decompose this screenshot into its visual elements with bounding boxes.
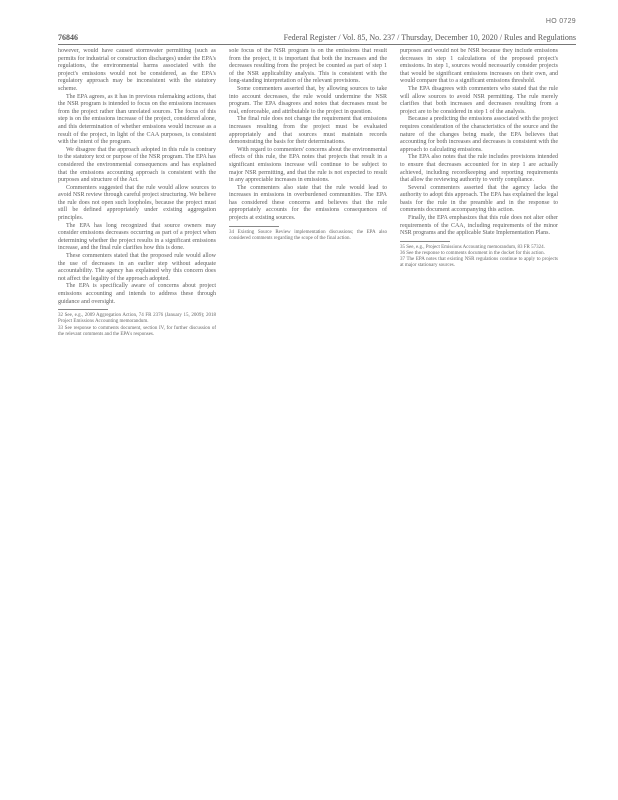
header-rule — [58, 44, 576, 45]
footnote: 33 See response to comments document, section IV, for further discussion of the relevant comments and the EPA's responses. — [58, 325, 216, 337]
paragraph: purposes and would not be NSR because they include emissions decreases in step 1 calculations of the proposed project's emissions. In step 1, sources would necessarily consider projects that would be significant emissions increases on their own, and would compare that to a significant emissions threshold. — [400, 48, 558, 85]
paragraph: Finally, the EPA emphasizes that this rule does not alter other requirements of the CAA, including requirements of the minor NSR programs and the applicable State Implementation Plans. — [400, 215, 558, 237]
paragraph: The EPA has long recognized that source owners may consider emissions decreases occurring as part of a project when determining whether the project results in a significant emissions increase, and the final rule clarifies how this is done. — [58, 222, 216, 252]
paragraph: The EPA agrees, as it has in previous rulemaking actions, that the NSR program is intended to focus on the emissions increases from the project rather than unrelated sources. The focus of this step is on the emissions increase of the project, considered alone, and this determination of whether emissions would increase as a result of the project, in light of the CAA purposes, is consistent with the intent of the program. — [58, 93, 216, 146]
paragraph: Some commenters asserted that, by allowing sources to take into account decreases, the rule would undermine the NSR program. The EPA disagrees and notes that decreases must be real, enforceable, and attributable to the project in question. — [229, 85, 387, 115]
paragraph: Several commenters asserted that the agency lacks the authority to adopt this approach. The EPA has explained the legal basis for the rule in the preamble and in the response to comments document accompanying this action. — [400, 184, 558, 214]
paragraph: With regard to commenters' concerns about the environmental effects of this rule, the EPA notes that projects that result in a significant emissions increase will continue to be subject to major NSR permitting, and that the rule is not expected to result in any appreciable increases in emissions. — [229, 146, 387, 184]
page-number: 76846 — [58, 33, 78, 42]
text-column-1 — [58, 48, 216, 778]
paragraph: We disagree that the approach adopted in this rule is contrary to the statutory text or purpose of the NSR program. The EPA has considered the environmental consequences and has explained that the emissions accounting approach is consistent with the purposes and structure of the Act. — [58, 146, 216, 184]
paragraph: Commenters suggested that the rule would allow sources to avoid NSR review through careful project structuring. We believe the rule does not open such loopholes, because the project must still be defined appropriately under existing aggregation principles. — [58, 184, 216, 222]
text-column-3 — [400, 48, 558, 778]
footnote: 32 See, e.g., 2009 Aggregation Action, 74 FR 2376 (January 15, 2009); 2018 Project Emissions Accounting memorandum. — [58, 313, 216, 325]
paragraph: The final rule does not change the requirement that emissions increases resulting from the project must be evaluated appropriately and that sources must maintain records demonstrating the basis for their determinations. — [229, 116, 387, 146]
running-title: Federal Register / Vol. 85, No. 237 / Thursday, December 10, 2020 / Rules and Regulations — [283, 33, 576, 42]
paragraph: The EPA disagrees with commenters who stated that the rule will allow sources to avoid NSR permitting. The rule merely clarifies that both increases and decreases resulting from a project are to be considered in step 1 of the analysis. — [400, 85, 558, 115]
footnote: 35 See, e.g., Project Emissions Accounting memorandum, 83 FR 57324. — [400, 244, 545, 250]
footnote: 36 See the response to comments document in the docket for this action. — [400, 251, 545, 257]
paragraph: These commenters stated that the proposed rule would allow the use of decreases in an earlier step without adequate accountability. The agency has explained why this concern does not affect the legality of the approach adopted. — [58, 253, 216, 282]
paragraph: The EPA is specifically aware of concerns about project emissions accounting and intends to address these through guidance and oversight. — [58, 283, 216, 305]
paragraph: The commenters also state that the rule would lead to increases in emissions in overburdened communities. The EPA has considered these concerns and believes that the rule appropriately accounts for the emissions consequences of projects at existing sources. — [229, 184, 387, 222]
paragraph: sole focus of the NSR program is on the emissions that result from the project, it is important that both the increases and the decreases resulting from the project be counted as part of step 1 of the NSR applicability analysis. This is consistent with the long-standing interpretation of the relevant provisions. — [229, 48, 387, 85]
footnote: 37 The EPA notes that existing NSR regulations continue to apply to projects at major stationary sources. — [400, 257, 558, 269]
page-stamp: HO 0729 — [545, 18, 576, 25]
paragraph: however, would have caused stormwater permitting (such as permits for industrial or construction discharges) under the EPA's regulations, the environmental harms associated with the project's emissions would not be considered, as the EPA's regulatory approach may be inconsistent with the statutory scheme. — [58, 48, 216, 92]
footnote-rule — [58, 309, 108, 310]
running-header — [58, 33, 576, 42]
text-column-2 — [229, 48, 387, 778]
footnote-rule — [229, 226, 279, 227]
paragraph: Because a predicting the emissions associated with the project requires consideration of the characteristics of the source and the nature of the changes being made, the EPA believes that accounting for both increases and decreases is consistent with the approach to calculating emissions. — [400, 116, 558, 153]
footnote: 34 Existing Source Review implementation discussions; the EPA also considered comments regarding the scope of the final action. — [229, 229, 387, 241]
footnote-rule — [400, 241, 450, 242]
paragraph: The EPA also notes that the rule includes provisions intended to ensure that decreases accounted for in step 1 are actually achieved, including recordkeeping and reporting requirements that allow the reviewing authority to verify compliance. — [400, 154, 558, 184]
